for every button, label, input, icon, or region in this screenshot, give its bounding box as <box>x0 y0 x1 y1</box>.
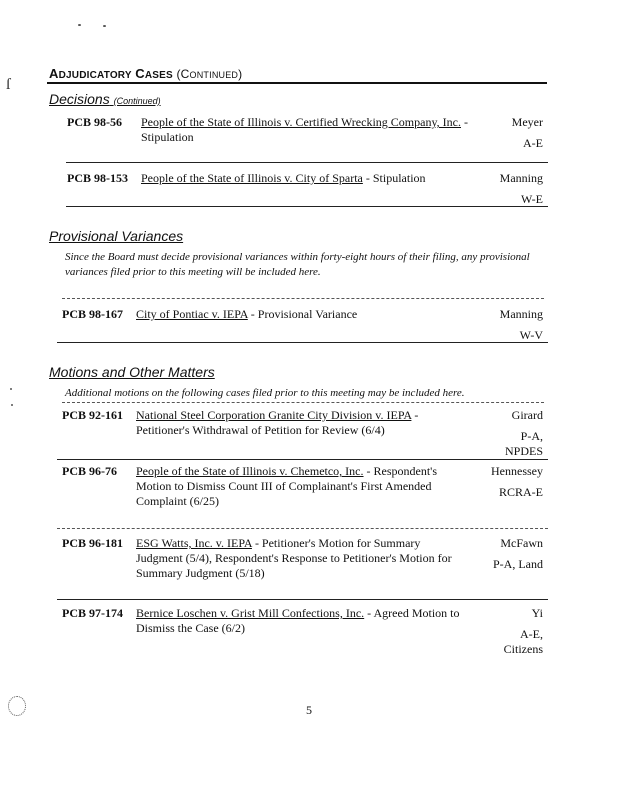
row-divider <box>66 162 548 163</box>
provisional-heading: Provisional Variances <box>49 228 184 244</box>
case-type: Citizens <box>503 642 543 656</box>
scan-speck <box>11 404 13 406</box>
section-title: ADJUDICATORY CASES (CONTINUED) <box>49 66 243 81</box>
page-number: 5 <box>306 703 312 717</box>
case-description: National Steel Corporation Granite City Division v. IEPA - Petitioner's Withdrawal of Petition for Review (6/4) <box>136 408 419 437</box>
case-title: City of Pontiac v. IEPA <box>136 307 248 321</box>
case-type: P-A, <box>520 429 543 443</box>
case-title: ESG Watts, Inc. v. IEPA <box>136 536 252 550</box>
scan-speck <box>10 388 12 390</box>
case-title: People of the State of Illinois v. City of Sparta <box>141 171 363 185</box>
board-member: Girard <box>511 408 543 422</box>
provisional-note: Since the Board must decide provisional variances within forty-eight hours of their filing, any provisional variances filed prior to this meeting will be included here. <box>65 251 530 278</box>
board-member: McFawn <box>500 536 543 550</box>
case-description: People of the State of Illinois v. Chemetco, Inc. - Respondent's Motion to Dismiss Count III of Complainant's First Amended Complaint (6/25) <box>136 464 438 508</box>
scan-speck <box>103 25 106 27</box>
board-member: Yi <box>531 606 543 620</box>
case-title: National Steel Corporation Granite City Division v. IEPA <box>136 408 412 422</box>
case-number: PCB 98-167 <box>62 307 123 321</box>
case-description: Bernice Loschen v. Grist Mill Confections, Inc. - Agreed Motion to Dismiss the Case (6/2) <box>136 606 460 635</box>
row-divider <box>57 599 548 600</box>
case-type: P-A, Land <box>493 557 543 571</box>
case-number: PCB 92-161 <box>62 408 123 422</box>
case-type: A-E, <box>520 627 543 641</box>
case-title: People of the State of Illinois v. Certified Wrecking Company, Inc. <box>141 115 461 129</box>
case-title: People of the State of Illinois v. Chemetco, Inc. <box>136 464 364 478</box>
case-description: People of the State of Illinois v. City of Sparta - Stipulation <box>141 171 426 185</box>
row-divider <box>57 459 548 460</box>
case-description: City of Pontiac v. IEPA - Provisional Variance <box>136 307 358 321</box>
board-member: Manning <box>499 307 543 321</box>
motions-heading: Motions and Other Matters <box>49 364 215 380</box>
case-type: W-E <box>521 192 543 206</box>
case-type: RCRA-E <box>498 485 543 499</box>
case-number: PCB 98-56 <box>67 115 122 129</box>
case-number: PCB 97-174 <box>62 606 123 620</box>
case-description: ESG Watts, Inc. v. IEPA - Petitioner's Motion for Summary Judgment (5/4), Respondent's Response to Petitioner's Motion for Summary Judgment (5/18) <box>136 536 452 580</box>
board-member: Meyer <box>511 115 543 129</box>
row-divider <box>57 528 548 529</box>
decisions-heading: Decisions (Continued) <box>49 91 161 107</box>
case-number: PCB 96-76 <box>62 464 117 478</box>
board-member: Manning <box>499 171 543 185</box>
section-rule <box>47 82 547 84</box>
case-type: W-V <box>519 328 543 342</box>
row-divider <box>57 342 548 343</box>
row-divider <box>62 402 544 403</box>
motions-note: Additional motions on the following cases filed prior to this meeting may be included here. <box>65 387 465 399</box>
row-divider <box>66 206 548 207</box>
board-member: Hennessey <box>491 464 543 478</box>
case-number: PCB 96-181 <box>62 536 123 550</box>
case-number: PCB 98-153 <box>67 171 128 185</box>
case-type: NPDES <box>504 444 543 458</box>
row-divider <box>62 298 544 299</box>
case-type: A-E <box>523 136 543 150</box>
case-title: Bernice Loschen v. Grist Mill Confections, Inc. <box>136 606 365 620</box>
scan-mark-icon: ſ <box>6 76 11 93</box>
case-description: People of the State of Illinois v. Certified Wrecking Company, Inc. - Stipulation <box>141 115 468 144</box>
scan-speck <box>78 24 81 26</box>
